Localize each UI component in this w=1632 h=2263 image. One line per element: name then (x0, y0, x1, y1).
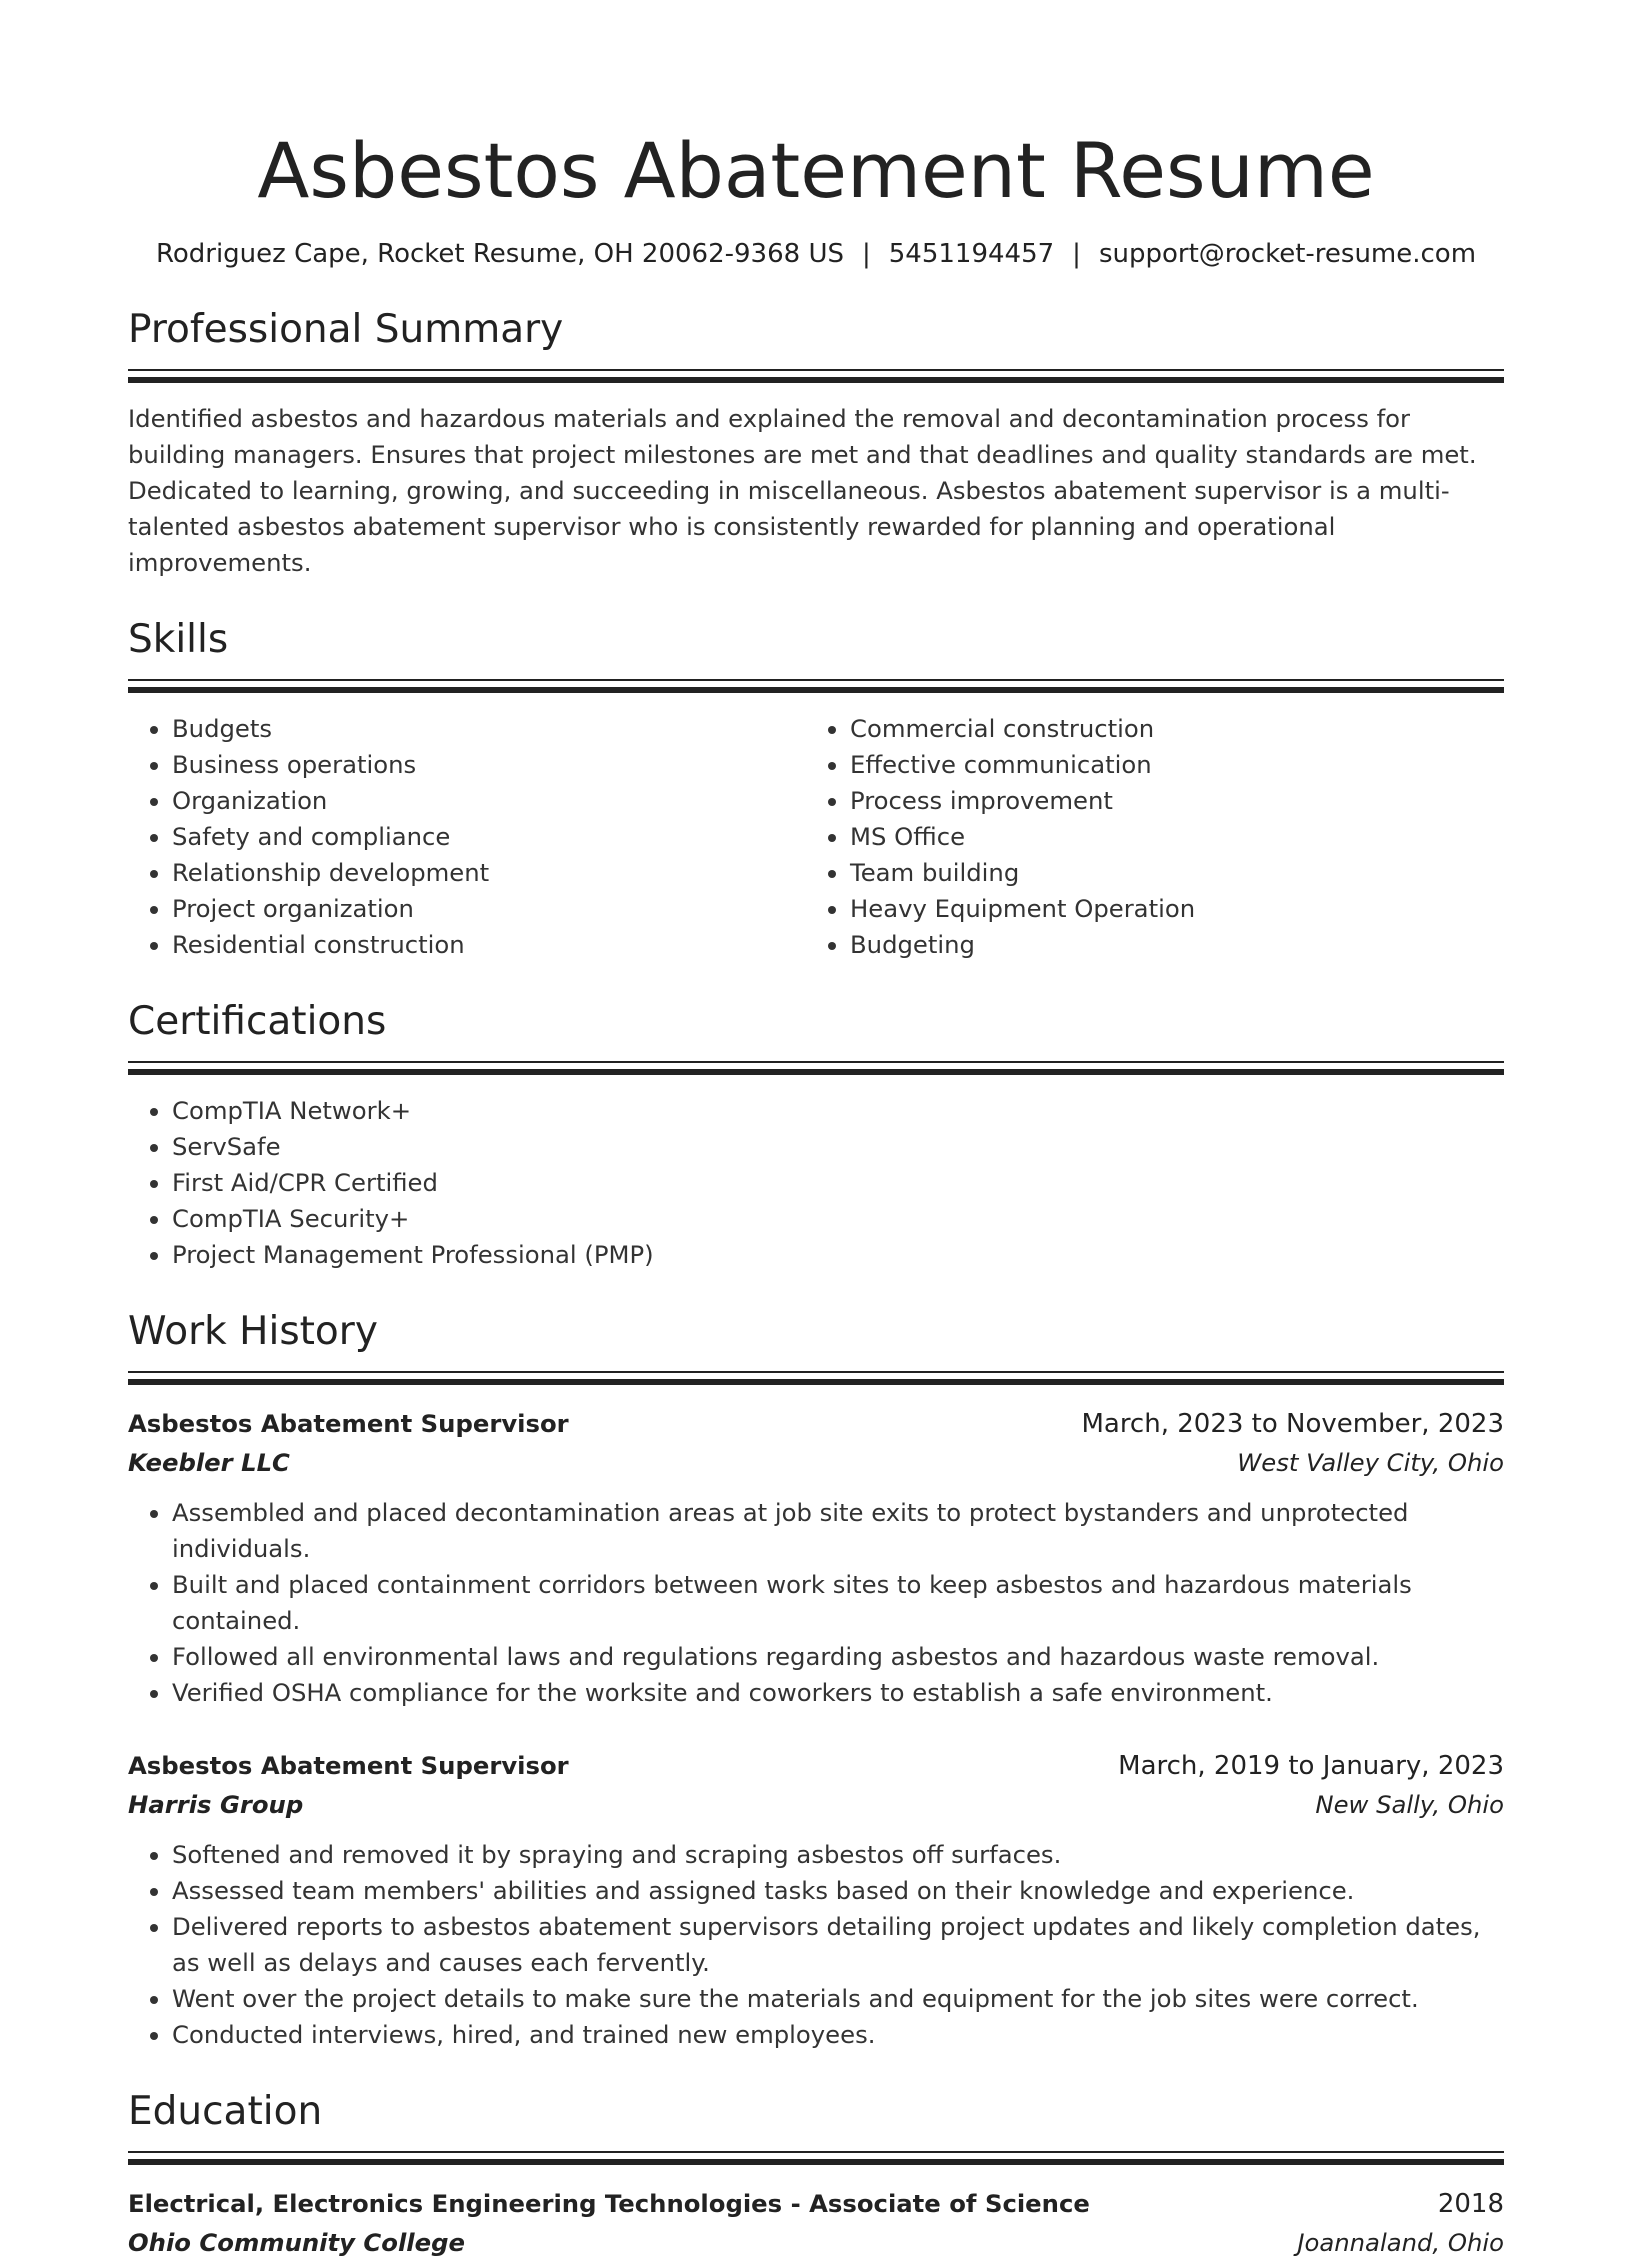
job-bullet: • Went over the project details to make sure the materials and equipment for the job sites were correct. (172, 1981, 1504, 2017)
job-location: West Valley City, Ohio (1237, 1448, 1504, 1477)
skills-grid (128, 711, 1504, 963)
skills-section (128, 615, 1504, 963)
skill-item: • Business operations (172, 747, 806, 783)
skill-item: • Heavy Equipment Operation (850, 891, 1484, 927)
job-entry (128, 1405, 1504, 1711)
job-employer-row (128, 1785, 1504, 1825)
job-dates: March, 2023 to November, 2023 (1081, 1409, 1504, 1439)
job-bullet: • Assembled and placed decontamination areas at job site exits to protect bystanders and unprotected individuals. (172, 1495, 1504, 1567)
skills-list-left (128, 711, 806, 963)
skills-heading: Skills (128, 617, 229, 662)
skill-item: • Process improvement (850, 783, 1484, 819)
certifications-section (128, 997, 1504, 1273)
summary-section (128, 305, 1504, 581)
section-divider (128, 679, 1504, 693)
job-company: Keebler LLC (128, 1448, 290, 1477)
education-section (128, 2087, 1504, 2263)
education-heading: Education (128, 2089, 323, 2134)
education-school: Ohio Community College (128, 2228, 465, 2257)
section-divider (128, 2151, 1504, 2165)
job-bullet: • Softened and removed it by spraying and scraping asbestos off surfaces. (172, 1837, 1504, 1873)
education-location: Joannaland, Ohio (1297, 2228, 1504, 2257)
education-year: 2018 (1437, 2189, 1504, 2219)
education-school-row (128, 2223, 1504, 2263)
job-bullet: • Verified OSHA compliance for the worksite and coworkers to establish a safe environment. (172, 1675, 1504, 1711)
job-location: New Sally, Ohio (1315, 1790, 1504, 1819)
job-entry (128, 1747, 1504, 2053)
skill-item: • Project organization (172, 891, 806, 927)
section-divider (128, 1061, 1504, 1075)
contact-phone: 5451194457 (888, 239, 1055, 269)
job-bullet: • Conducted interviews, hired, and trained new employees. (172, 2017, 1504, 2053)
certifications-list (128, 1093, 1504, 1273)
skills-list-right (806, 711, 1484, 963)
job-header (128, 1747, 1504, 1785)
job-bullets (128, 1837, 1504, 2053)
certification-item: • ServSafe (172, 1129, 1504, 1165)
skill-item: • Budgets (172, 711, 806, 747)
job-employer-row (128, 1443, 1504, 1483)
resume-title: Asbestos Abatement Resume (257, 126, 1375, 215)
contact-email: support@rocket-resume.com (1098, 239, 1477, 269)
skill-item: • Team building (850, 855, 1484, 891)
education-entry (128, 2185, 1504, 2263)
contact-line (128, 237, 1504, 271)
skill-item: • Organization (172, 783, 806, 819)
skill-item: • Safety and compliance (172, 819, 806, 855)
skill-item: • Relationship development (172, 855, 806, 891)
job-company: Harris Group (128, 1790, 304, 1819)
job-bullet: • Delivered reports to asbestos abatement supervisors detailing project updates and likely completion dates, as well as delays and causes each fervently. (172, 1909, 1504, 1981)
job-bullet: • Followed all environmental laws and regulations regarding asbestos and hazardous waste removal. (172, 1639, 1504, 1675)
certification-item: • Project Management Professional (PMP) (172, 1237, 1504, 1273)
skills-column-right (806, 711, 1484, 963)
resume-page (128, 0, 1504, 2263)
job-header (128, 1405, 1504, 1443)
work-history-section (128, 1307, 1504, 2053)
work-history-heading: Work History (128, 1309, 378, 1354)
job-title: Asbestos Abatement Supervisor (128, 1409, 569, 1438)
education-header (128, 2185, 1504, 2223)
section-divider (128, 369, 1504, 383)
skills-column-left (128, 711, 806, 963)
job-title: Asbestos Abatement Supervisor (128, 1751, 569, 1780)
skill-item: • Effective communication (850, 747, 1484, 783)
summary-heading: Professional Summary (128, 307, 564, 352)
job-dates: March, 2019 to January, 2023 (1118, 1751, 1504, 1781)
job-bullet: • Built and placed containment corridors between work sites to keep asbestos and hazardous materials contained. (172, 1567, 1504, 1639)
skill-item: • Budgeting (850, 927, 1484, 963)
certification-item: • CompTIA Network+ (172, 1093, 1504, 1129)
certification-item: • First Aid/CPR Certified (172, 1165, 1504, 1201)
certifications-heading: Certifications (128, 999, 387, 1044)
contact-address: Rodriguez Cape, Rocket Resume, OH 20062-9368 US (155, 239, 844, 269)
contact-separator: | (1072, 239, 1081, 269)
section-divider (128, 1371, 1504, 1385)
education-degree: Electrical, Electronics Engineering Technologies - Associate of Science (128, 2189, 1090, 2218)
job-bullet: • Assessed team members' abilities and assigned tasks based on their knowledge and experience. (172, 1873, 1504, 1909)
certification-item: • CompTIA Security+ (172, 1201, 1504, 1237)
summary-text: Identified asbestos and hazardous materials and explained the removal and decontamination process for building managers. Ensures that project milestones are met and that deadlines and quality standards are met. Dedicated to learning, growing, and succeeding in miscellaneous. Asbestos abatement supervisor is a multi-talented asbestos abatement supervisor who is consistently rewarded for planning and operational improvements. (128, 404, 1477, 577)
skill-item: • MS Office (850, 819, 1484, 855)
skill-item: • Commercial construction (850, 711, 1484, 747)
contact-separator: | (861, 239, 871, 269)
skill-item: • Residential construction (172, 927, 806, 963)
job-bullets (128, 1495, 1504, 1711)
